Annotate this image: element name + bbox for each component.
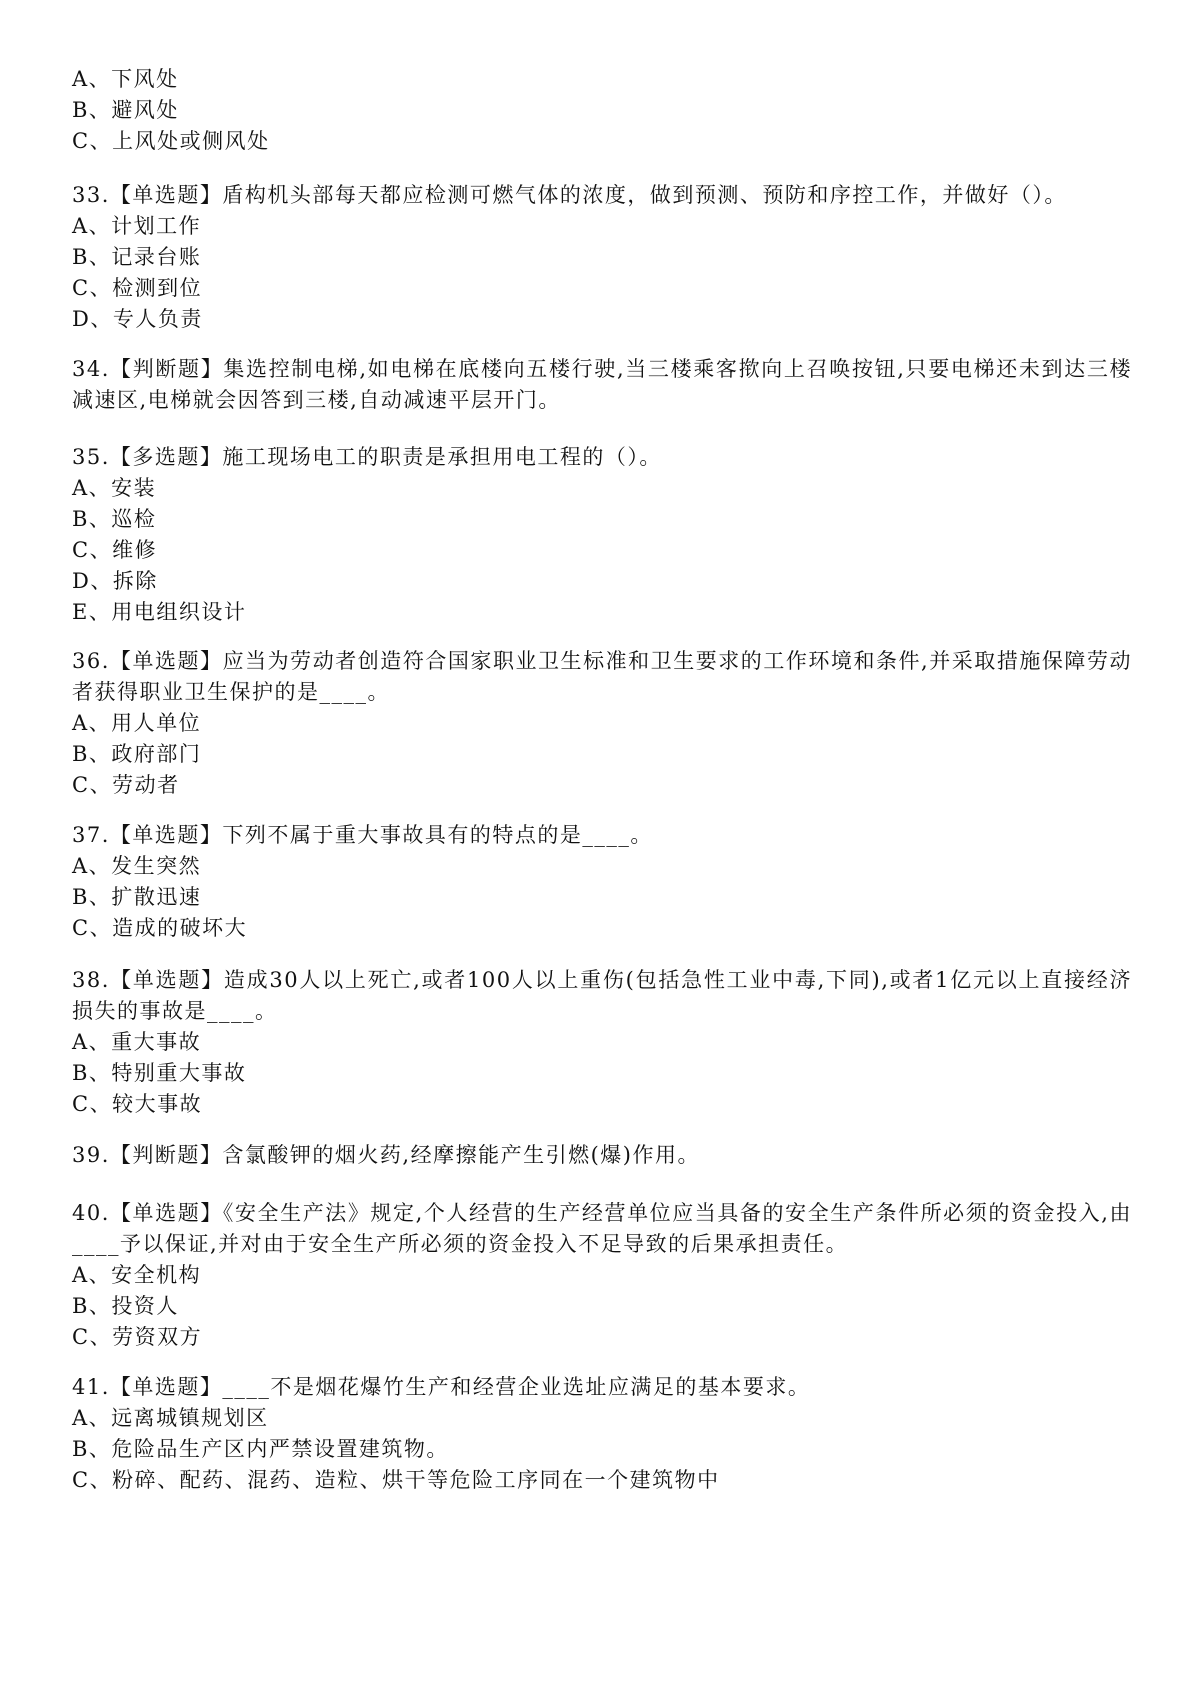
option-b: B、政府部门 bbox=[72, 742, 202, 766]
option-c: C、上风处或侧风处 bbox=[72, 129, 270, 153]
option-e: E、用电组织设计 bbox=[72, 600, 247, 624]
option-a: A、安全机构 bbox=[72, 1263, 202, 1287]
option-c: C、粉碎、配药、混药、造粒、烘干等危险工序同在一个建筑物中 bbox=[72, 1468, 720, 1492]
option-b: B、投资人 bbox=[72, 1294, 179, 1318]
option-b: B、危险品生产区内严禁设置建筑物。 bbox=[72, 1437, 449, 1461]
question-title: 36.【单选题】应当为劳动者创造符合国家职业卫生标准和卫生要求的工作环境和条件,并采取措施保障劳动者获得职业卫生保护的是____。 bbox=[72, 649, 1132, 704]
question-title: 41.【单选题】____不是烟花爆竹生产和经营企业选址应满足的基本要求。 bbox=[72, 1375, 811, 1399]
question-title: 33.【单选题】盾构机头部每天都应检测可燃气体的浓度，做到预测、预防和序控工作，并做好（）。 bbox=[72, 183, 1067, 207]
option-c: C、检测到位 bbox=[72, 276, 203, 300]
option-b: B、扩散迅速 bbox=[72, 885, 202, 909]
question-40 bbox=[72, 1198, 1132, 1353]
option-a: A、重大事故 bbox=[72, 1030, 202, 1054]
option-c: C、劳资双方 bbox=[72, 1325, 203, 1349]
question-title: 40.【单选题】《安全生产法》规定,个人经营的生产经营单位应当具备的安全生产条件所必须的资金投入,由____予以保证,并对由于安全生产所必须的资金投入不足导致的后果承担责任。 bbox=[72, 1201, 1132, 1256]
question-37 bbox=[72, 820, 1132, 944]
question-title: 38.【单选题】造成30人以上死亡,或者100人以上重伤(包括急性工业中毒,下同),或者1亿元以上直接经济损失的事故是____。 bbox=[72, 968, 1132, 1023]
option-a: A、远离城镇规划区 bbox=[72, 1406, 269, 1430]
question-34 bbox=[72, 354, 1132, 416]
option-d: D、专人负责 bbox=[72, 307, 203, 331]
option-b: B、巡检 bbox=[72, 507, 157, 531]
question-41 bbox=[72, 1372, 1132, 1496]
question-title: 35.【多选题】施工现场电工的职责是承担用电工程的（）。 bbox=[72, 445, 662, 469]
option-c: C、较大事故 bbox=[72, 1092, 203, 1116]
option-a: A、下风处 bbox=[72, 67, 179, 91]
question-36 bbox=[72, 646, 1132, 801]
option-a: A、发生突然 bbox=[72, 854, 202, 878]
option-b: B、避风处 bbox=[72, 98, 179, 122]
option-a: A、安装 bbox=[72, 476, 157, 500]
option-c: C、劳动者 bbox=[72, 773, 180, 797]
option-c: C、维修 bbox=[72, 538, 158, 562]
question-38 bbox=[72, 965, 1132, 1120]
question-33 bbox=[72, 180, 1132, 335]
option-c: C、造成的破坏大 bbox=[72, 916, 248, 940]
option-b: B、记录台账 bbox=[72, 245, 202, 269]
question-title: 37.【单选题】下列不属于重大事故具有的特点的是____。 bbox=[72, 823, 653, 847]
question-title: 39.【判断题】含氯酸钾的烟火药,经摩擦能产生引燃(爆)作用。 bbox=[72, 1143, 700, 1167]
question-35 bbox=[72, 442, 1132, 628]
option-a: A、计划工作 bbox=[72, 214, 202, 238]
question-39 bbox=[72, 1140, 1132, 1171]
question-title: 34.【判断题】集选控制电梯,如电梯在底楼向五楼行驶,当三楼乘客揿向上召唤按钮,只要电梯还未到达三楼减速区,电梯就会因答到三楼,自动减速平层开门。 bbox=[72, 357, 1132, 412]
option-a: A、用人单位 bbox=[72, 711, 202, 735]
option-b: B、特别重大事故 bbox=[72, 1061, 247, 1085]
question-32-continued bbox=[72, 64, 1132, 157]
option-d: D、拆除 bbox=[72, 569, 158, 593]
